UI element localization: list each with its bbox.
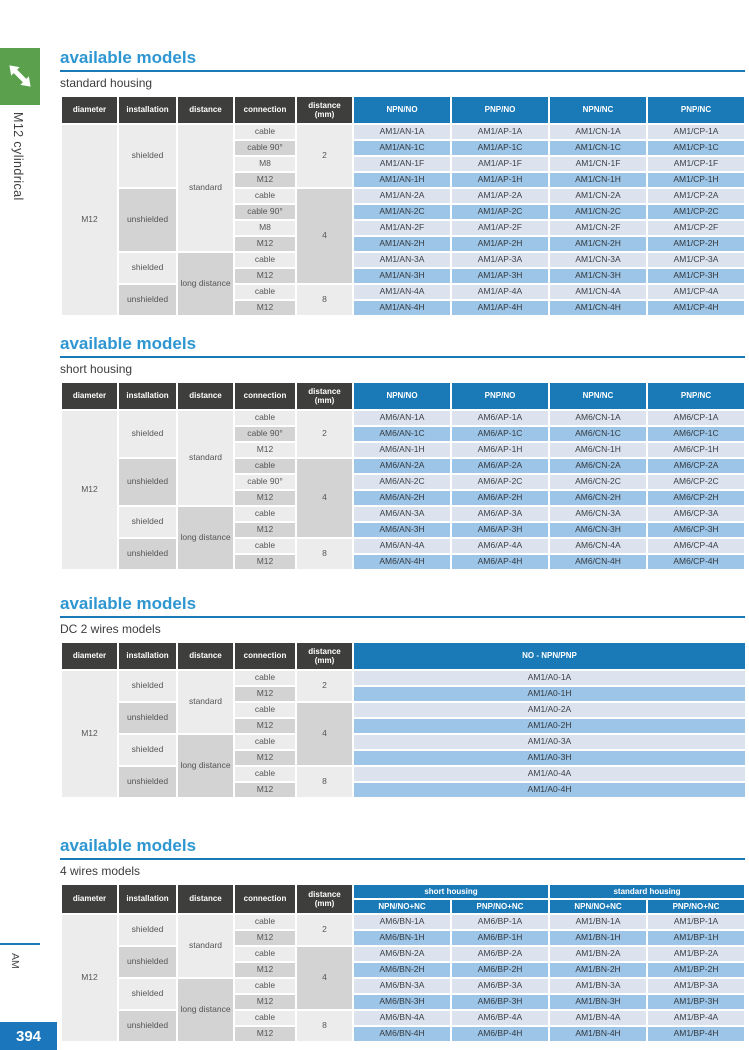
connection-cell: M12 xyxy=(234,300,296,316)
model-code-cell: AM1/BN-4H xyxy=(549,1026,647,1042)
model-code-cell: AM1/A0-2H xyxy=(353,718,746,734)
connection-cell: M12 xyxy=(234,442,296,458)
distance-cell: long distance xyxy=(177,506,234,570)
model-code-cell: AM6/BN-2A xyxy=(353,946,451,962)
model-code-cell: AM1/CN-1H xyxy=(549,172,647,188)
installation-cell: unshielded xyxy=(118,1010,177,1042)
model-code-cell: AM1/CN-2C xyxy=(549,204,647,220)
model-code-cell: AM1/BP-4H xyxy=(647,1026,745,1042)
column-header: installation xyxy=(118,884,177,914)
model-code-cell: AM1/CP-1F xyxy=(647,156,745,172)
table-row xyxy=(61,670,746,686)
model-code-cell: AM1/A0-1A xyxy=(353,670,746,686)
installation-cell: unshielded xyxy=(118,946,177,978)
connection-cell: cable xyxy=(234,702,296,718)
model-code-cell: AM6/AP-1C xyxy=(451,426,549,442)
distance-cell: standard xyxy=(177,670,234,734)
model-code-cell: AM1/CN-1F xyxy=(549,156,647,172)
table-row xyxy=(61,188,745,204)
table-row xyxy=(61,1010,745,1026)
model-code-cell: AM1/A0-3A xyxy=(353,734,746,750)
installation-cell: unshielded xyxy=(118,188,177,252)
model-code-cell: AM6/CN-1H xyxy=(549,442,647,458)
section-title: available models xyxy=(60,48,745,72)
model-code-cell: AM6/AN-1A xyxy=(353,410,451,426)
models-table xyxy=(60,883,746,1043)
table-row xyxy=(61,410,745,426)
output-type-header: NPN/NC xyxy=(549,96,647,124)
model-code-cell: AM6/BP-2A xyxy=(451,946,549,962)
model-code-cell: AM1/BP-4A xyxy=(647,1010,745,1026)
diameter-cell: M12 xyxy=(61,124,118,316)
table-row xyxy=(61,914,745,930)
model-code-cell: AM1/BP-2H xyxy=(647,962,745,978)
models-table-dc-2-wires xyxy=(60,641,745,799)
model-code-cell: AM6/CP-3H xyxy=(647,522,745,538)
model-code-cell: AM6/CP-1A xyxy=(647,410,745,426)
connection-cell: cable xyxy=(234,458,296,474)
connection-cell: cable xyxy=(234,670,296,686)
model-code-cell: AM6/BP-2H xyxy=(451,962,549,978)
connection-cell: cable xyxy=(234,914,296,930)
model-code-cell: AM1/AP-4H xyxy=(451,300,549,316)
section-subtitle: short housing xyxy=(60,362,133,376)
installation-cell: unshielded xyxy=(118,702,177,734)
column-header: connection xyxy=(234,642,296,670)
connection-cell: cable 90° xyxy=(234,204,296,220)
distance-cell: standard xyxy=(177,914,234,978)
connection-cell: cable xyxy=(234,506,296,522)
connection-cell: cable 90° xyxy=(234,140,296,156)
column-header: diameter xyxy=(61,884,118,914)
connection-cell: cable 90° xyxy=(234,426,296,442)
model-code-cell: AM1/BN-2A xyxy=(549,946,647,962)
distance-mm-cell: 4 xyxy=(296,458,353,538)
models-table-short-housing xyxy=(60,381,745,571)
model-code-cell: AM1/AP-2C xyxy=(451,204,549,220)
table-row xyxy=(61,284,745,300)
model-code-cell: AM6/AP-1H xyxy=(451,442,549,458)
model-code-cell: AM6/CN-3H xyxy=(549,522,647,538)
model-code-cell: AM6/CN-3A xyxy=(549,506,647,522)
models-table xyxy=(60,95,746,317)
column-header: distance xyxy=(177,96,234,124)
model-code-cell: AM1/CP-1A xyxy=(647,124,745,140)
connection-cell: M12 xyxy=(234,930,296,946)
model-code-cell: AM1/CP-3A xyxy=(647,252,745,268)
model-code-cell: AM1/A0-1H xyxy=(353,686,746,702)
model-code-cell: AM1/AN-1H xyxy=(353,172,451,188)
connection-cell: M12 xyxy=(234,172,296,188)
model-code-cell: AM6/CP-2C xyxy=(647,474,745,490)
model-code-cell: AM1/CN-1A xyxy=(549,124,647,140)
model-code-cell: AM1/CP-4H xyxy=(647,300,745,316)
diameter-cell: M12 xyxy=(61,410,118,570)
diameter-cell: M12 xyxy=(61,914,118,1042)
model-code-cell: AM6/AN-4A xyxy=(353,538,451,554)
housing-group-header: standard housing xyxy=(549,884,745,899)
column-header: installation xyxy=(118,96,177,124)
table-row xyxy=(61,252,745,268)
model-code-cell: AM1/AN-2A xyxy=(353,188,451,204)
model-code-cell: AM6/BN-4H xyxy=(353,1026,451,1042)
model-code-cell: AM6/CN-2C xyxy=(549,474,647,490)
installation-cell: shielded xyxy=(118,670,177,702)
column-header: distance (mm) xyxy=(296,96,353,124)
distance-mm-cell: 2 xyxy=(296,670,353,702)
output-type-header: NPN/NO+NC xyxy=(353,899,451,914)
model-code-cell: AM1/AN-4H xyxy=(353,300,451,316)
connection-cell: M12 xyxy=(234,490,296,506)
installation-cell: shielded xyxy=(118,506,177,538)
distance-mm-cell: 8 xyxy=(296,766,353,798)
model-code-cell: AM1/CN-2A xyxy=(549,188,647,204)
section-title: available models xyxy=(60,836,745,860)
diagonal-double-arrow-icon xyxy=(0,48,40,105)
distance-mm-cell: 4 xyxy=(296,188,353,284)
model-code-cell: AM1/BN-4A xyxy=(549,1010,647,1026)
table-row xyxy=(61,702,746,718)
model-code-cell: AM1/AN-1A xyxy=(353,124,451,140)
model-code-cell: AM6/AN-3A xyxy=(353,506,451,522)
model-code-cell: AM6/AP-2H xyxy=(451,490,549,506)
installation-cell: shielded xyxy=(118,734,177,766)
model-code-cell: AM1/CN-2H xyxy=(549,236,647,252)
table-row xyxy=(61,506,745,522)
connection-cell: M12 xyxy=(234,522,296,538)
connection-cell: cable 90° xyxy=(234,474,296,490)
installation-cell: unshielded xyxy=(118,538,177,570)
side-category-label: M12 cylindrical xyxy=(11,112,25,201)
output-type-header: NPN/NO+NC xyxy=(549,899,647,914)
model-code-cell: AM1/AP-1F xyxy=(451,156,549,172)
model-code-cell: AM1/A0-3H xyxy=(353,750,746,766)
column-header: installation xyxy=(118,642,177,670)
model-code-cell: AM1/AN-1C xyxy=(353,140,451,156)
distance-cell: long distance xyxy=(177,734,234,798)
output-type-header: PNP/NO+NC xyxy=(647,899,745,914)
column-header: distance xyxy=(177,884,234,914)
model-code-cell: AM6/AN-3H xyxy=(353,522,451,538)
model-code-cell: AM1/BN-1A xyxy=(549,914,647,930)
model-code-cell: AM1/AN-2F xyxy=(353,220,451,236)
model-code-cell: AM1/CP-1C xyxy=(647,140,745,156)
connection-cell: cable xyxy=(234,734,296,750)
connection-cell: cable xyxy=(234,538,296,554)
model-code-cell: AM6/CP-4H xyxy=(647,554,745,570)
model-code-cell: AM6/AP-3A xyxy=(451,506,549,522)
connection-cell: M12 xyxy=(234,750,296,766)
model-code-cell: AM1/BP-3A xyxy=(647,978,745,994)
table-row xyxy=(61,766,746,782)
connection-cell: cable xyxy=(234,252,296,268)
output-type-header: NPN/NO xyxy=(353,382,451,410)
output-type-header: PNP/NO xyxy=(451,382,549,410)
output-type-header: PNP/NO xyxy=(451,96,549,124)
table-row xyxy=(61,734,746,750)
model-code-cell: AM6/BP-3H xyxy=(451,994,549,1010)
output-type-header: PNP/NO+NC xyxy=(451,899,549,914)
model-code-cell: AM6/AN-4H xyxy=(353,554,451,570)
model-code-cell: AM1/AP-4A xyxy=(451,284,549,300)
model-code-cell: AM6/CP-3A xyxy=(647,506,745,522)
model-code-cell: AM1/CP-4A xyxy=(647,284,745,300)
installation-cell: shielded xyxy=(118,914,177,946)
installation-cell: unshielded xyxy=(118,458,177,506)
model-code-cell: AM6/AP-4H xyxy=(451,554,549,570)
model-code-cell: AM6/BN-3A xyxy=(353,978,451,994)
installation-cell: shielded xyxy=(118,978,177,1010)
model-code-cell: AM1/A0-4H xyxy=(353,782,746,798)
model-code-cell: AM6/CN-4A xyxy=(549,538,647,554)
connection-cell: M12 xyxy=(234,718,296,734)
model-code-cell: AM6/CP-1H xyxy=(647,442,745,458)
distance-mm-cell: 8 xyxy=(296,538,353,570)
section-subtitle: 4 wires models xyxy=(60,864,141,878)
model-code-cell: AM6/BN-4A xyxy=(353,1010,451,1026)
models-table-standard-housing xyxy=(60,95,745,317)
model-code-cell: AM6/CN-4H xyxy=(549,554,647,570)
distance-cell: long distance xyxy=(177,978,234,1042)
model-code-cell: AM1/BP-1H xyxy=(647,930,745,946)
model-code-cell: AM1/AN-2H xyxy=(353,236,451,252)
installation-cell: shielded xyxy=(118,124,177,188)
distance-mm-cell: 8 xyxy=(296,284,353,316)
table-row xyxy=(61,538,745,554)
distance-mm-cell: 2 xyxy=(296,410,353,458)
model-code-cell: AM6/BN-3H xyxy=(353,994,451,1010)
connection-cell: cable xyxy=(234,1010,296,1026)
section-short-housing xyxy=(60,334,745,571)
model-code-cell: AM6/AP-2C xyxy=(451,474,549,490)
output-type-header: PNP/NC xyxy=(647,96,745,124)
model-code-cell: AM6/CN-2H xyxy=(549,490,647,506)
model-code-cell: AM1/BN-2H xyxy=(549,962,647,978)
model-code-cell: AM6/AP-4A xyxy=(451,538,549,554)
model-code-cell: AM1/AN-2C xyxy=(353,204,451,220)
model-code-cell: AM1/CN-4H xyxy=(549,300,647,316)
distance-cell: standard xyxy=(177,410,234,506)
model-code-cell: AM1/AP-1C xyxy=(451,140,549,156)
model-code-cell: AM1/CP-2H xyxy=(647,236,745,252)
connection-cell: M12 xyxy=(234,782,296,798)
connection-cell: M12 xyxy=(234,554,296,570)
model-code-cell: AM1/CN-1C xyxy=(549,140,647,156)
distance-mm-cell: 4 xyxy=(296,702,353,766)
model-code-cell: AM6/AP-2A xyxy=(451,458,549,474)
model-code-cell: AM1/A0-4A xyxy=(353,766,746,782)
section-subtitle: standard housing xyxy=(60,76,153,90)
connection-cell: cable xyxy=(234,188,296,204)
model-code-cell: AM6/AN-2H xyxy=(353,490,451,506)
model-code-cell: AM6/BP-4A xyxy=(451,1010,549,1026)
connection-cell: cable xyxy=(234,946,296,962)
connection-cell: cable xyxy=(234,284,296,300)
section-subtitle: DC 2 wires models xyxy=(60,622,161,636)
model-code-cell: AM1/BP-2A xyxy=(647,946,745,962)
connection-cell: cable xyxy=(234,124,296,140)
model-code-cell: AM6/AN-2A xyxy=(353,458,451,474)
output-type-header: NO - NPN/PNP xyxy=(353,642,746,670)
model-code-cell: AM6/CN-1C xyxy=(549,426,647,442)
model-code-cell: AM6/CP-1C xyxy=(647,426,745,442)
model-code-cell: AM1/A0-2A xyxy=(353,702,746,718)
model-code-cell: AM6/CP-2H xyxy=(647,490,745,506)
model-code-cell: AM6/BP-4H xyxy=(451,1026,549,1042)
section-title: available models xyxy=(60,334,745,358)
connection-cell: M12 xyxy=(234,268,296,284)
installation-cell: shielded xyxy=(118,252,177,284)
model-code-cell: AM1/AN-3H xyxy=(353,268,451,284)
model-code-cell: AM1/CP-3H xyxy=(647,268,745,284)
model-code-cell: AM6/CP-4A xyxy=(647,538,745,554)
connection-cell: M8 xyxy=(234,220,296,236)
model-code-cell: AM6/CN-1A xyxy=(549,410,647,426)
model-code-cell: AM1/CN-3H xyxy=(549,268,647,284)
model-code-cell: AM6/BP-1A xyxy=(451,914,549,930)
model-code-cell: AM6/BP-1H xyxy=(451,930,549,946)
category-tab xyxy=(0,48,40,105)
series-label: AM xyxy=(9,953,21,969)
connection-cell: cable xyxy=(234,766,296,782)
column-header: installation xyxy=(118,382,177,410)
column-header: connection xyxy=(234,382,296,410)
column-header: distance xyxy=(177,642,234,670)
connection-cell: M8 xyxy=(234,156,296,172)
connection-cell: M12 xyxy=(234,962,296,978)
model-code-cell: AM1/CP-2C xyxy=(647,204,745,220)
model-code-cell: AM1/CP-1H xyxy=(647,172,745,188)
model-code-cell: AM1/AP-1H xyxy=(451,172,549,188)
page-number-badge: 394 xyxy=(0,1022,57,1050)
table-row xyxy=(61,458,745,474)
model-code-cell: AM1/CN-4A xyxy=(549,284,647,300)
model-code-cell: AM6/AP-3H xyxy=(451,522,549,538)
connection-cell: M12 xyxy=(234,994,296,1010)
section-standard-housing xyxy=(60,48,745,317)
model-code-cell: AM1/AP-3A xyxy=(451,252,549,268)
model-code-cell: AM6/BP-3A xyxy=(451,978,549,994)
output-type-header: PNP/NC xyxy=(647,382,745,410)
model-code-cell: AM6/AN-1H xyxy=(353,442,451,458)
model-code-cell: AM6/CN-2A xyxy=(549,458,647,474)
installation-cell: unshielded xyxy=(118,284,177,316)
models-table-4-wires xyxy=(60,883,745,1043)
connection-cell: M12 xyxy=(234,1026,296,1042)
model-code-cell: AM1/BN-3H xyxy=(549,994,647,1010)
model-code-cell: AM1/AP-2F xyxy=(451,220,549,236)
distance-mm-cell: 2 xyxy=(296,124,353,188)
model-code-cell: AM1/AN-1F xyxy=(353,156,451,172)
table-row xyxy=(61,978,745,994)
installation-cell: unshielded xyxy=(118,766,177,798)
model-code-cell: AM6/AP-1A xyxy=(451,410,549,426)
model-code-cell: AM1/AP-2A xyxy=(451,188,549,204)
housing-group-header: short housing xyxy=(353,884,549,899)
model-code-cell: AM6/BN-1H xyxy=(353,930,451,946)
model-code-cell: AM6/BN-2H xyxy=(353,962,451,978)
connection-cell: M12 xyxy=(234,686,296,702)
model-code-cell: AM1/AP-3H xyxy=(451,268,549,284)
model-code-cell: AM1/CP-2A xyxy=(647,188,745,204)
model-code-cell: AM1/AP-2H xyxy=(451,236,549,252)
model-code-cell: AM6/AN-2C xyxy=(353,474,451,490)
model-code-cell: AM1/CP-2F xyxy=(647,220,745,236)
model-code-cell: AM1/AN-4A xyxy=(353,284,451,300)
table-row xyxy=(61,124,745,140)
output-type-header: NPN/NO xyxy=(353,96,451,124)
column-header: distance (mm) xyxy=(296,382,353,410)
column-header: connection xyxy=(234,884,296,914)
table-row xyxy=(61,946,745,962)
column-header: diameter xyxy=(61,382,118,410)
connection-cell: cable xyxy=(234,978,296,994)
output-type-header: NPN/NC xyxy=(549,382,647,410)
model-code-cell: AM1/BP-1A xyxy=(647,914,745,930)
distance-mm-cell: 8 xyxy=(296,1010,353,1042)
distance-mm-cell: 2 xyxy=(296,914,353,946)
model-code-cell: AM1/CN-2F xyxy=(549,220,647,236)
connection-cell: cable xyxy=(234,410,296,426)
model-code-cell: AM1/CN-3A xyxy=(549,252,647,268)
distance-cell: long distance xyxy=(177,252,234,316)
model-code-cell: AM6/CP-2A xyxy=(647,458,745,474)
section-4-wires xyxy=(60,836,745,1043)
column-header: connection xyxy=(234,96,296,124)
model-code-cell: AM1/BN-1H xyxy=(549,930,647,946)
distance-cell: standard xyxy=(177,124,234,252)
column-header: distance (mm) xyxy=(296,642,353,670)
column-header: distance (mm) xyxy=(296,884,353,914)
connection-cell: M12 xyxy=(234,236,296,252)
column-header: diameter xyxy=(61,96,118,124)
model-code-cell: AM1/BN-3A xyxy=(549,978,647,994)
diameter-cell: M12 xyxy=(61,670,118,798)
models-table xyxy=(60,381,746,571)
installation-cell: shielded xyxy=(118,410,177,458)
models-table xyxy=(60,641,747,799)
model-code-cell: AM1/AP-1A xyxy=(451,124,549,140)
model-code-cell: AM6/AN-1C xyxy=(353,426,451,442)
section-title: available models xyxy=(60,594,745,618)
section-dc-2-wires xyxy=(60,594,745,799)
model-code-cell: AM6/BN-1A xyxy=(353,914,451,930)
model-code-cell: AM1/BP-3H xyxy=(647,994,745,1010)
distance-mm-cell: 4 xyxy=(296,946,353,1010)
column-header: diameter xyxy=(61,642,118,670)
series-divider xyxy=(0,943,40,945)
column-header: distance xyxy=(177,382,234,410)
model-code-cell: AM1/AN-3A xyxy=(353,252,451,268)
